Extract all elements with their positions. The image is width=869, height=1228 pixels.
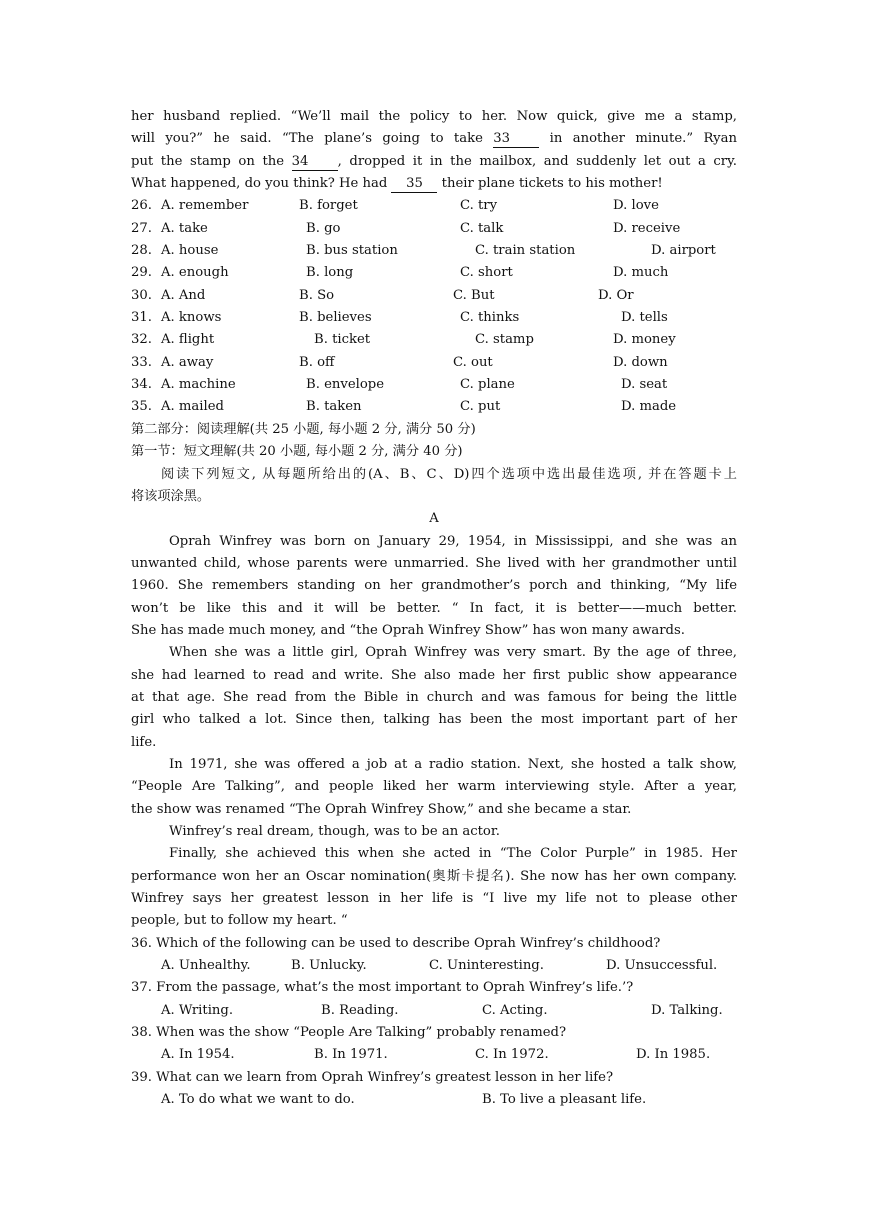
option-b: B. envelope	[306, 377, 385, 393]
blank-33: 33	[493, 131, 539, 148]
option-c: C. thinks	[460, 310, 520, 326]
cloze-option-row	[131, 396, 737, 418]
option-a: A. flight	[161, 332, 215, 348]
passage-line: In 1971, she was offered a job at a radio station. Next, she hosted a talk show,	[169, 756, 737, 772]
option-a: A. house	[161, 243, 219, 259]
passage-line: She has made much money, and “the Oprah Winfrey Show” has won many awards.	[131, 622, 685, 638]
option-c: C. Uninteresting.	[429, 958, 544, 974]
option-b: B. ticket	[314, 332, 371, 348]
option-a: A. machine	[161, 377, 236, 393]
passage-line: won’t be like this and it will be better. “ In fact, it is better——much better.	[131, 600, 737, 616]
question-number: 29.	[131, 265, 152, 281]
option-d: D. Talking.	[651, 1002, 723, 1018]
option-c: C. train station	[475, 243, 576, 259]
option-a: A. away	[161, 354, 214, 370]
cloze-options	[131, 195, 737, 418]
option-b: B. taken	[306, 399, 362, 415]
cloze-line	[131, 173, 737, 195]
passage-line: unwanted child, whose parents were unmarried. She lived with her grandmother until	[131, 555, 737, 571]
section-subtitle: 第一节：短文理解(共 20 小题, 每小题 2 分, 满分 40 分)	[131, 444, 463, 460]
option-a: A. In 1954.	[161, 1047, 235, 1063]
question-options	[131, 955, 737, 977]
option-a: A. Writing.	[161, 1002, 234, 1018]
option-a: A. To do what we want to do.	[161, 1092, 355, 1108]
instructions: 阅读下列短文, 从每题所给出的(A、B、C、D)四个选项中选出最佳选项, 并在答题卡上	[161, 466, 737, 482]
option-b: B. go	[306, 220, 341, 236]
option-c: C. But	[453, 287, 495, 303]
blank-34: 34	[292, 154, 338, 171]
passage-line: Winfrey says her greatest lesson in her life is “I live my life not to please other	[131, 891, 737, 907]
question-number: 30.	[131, 287, 152, 303]
cloze-option-row	[131, 374, 737, 396]
option-b: B. To live a pleasant life.	[482, 1092, 647, 1108]
question-stem: 39. What can we learn from Oprah Winfrey’s greatest lesson in her life?	[131, 1069, 614, 1085]
cloze-text: will you?” he said. “The plane’s going to take	[131, 131, 494, 147]
instructions: 将该项涂黑。	[131, 488, 211, 504]
option-b: B. Reading.	[321, 1002, 399, 1018]
option-d: D. love	[613, 198, 659, 214]
option-c: C. short	[460, 265, 513, 281]
option-a: A. mailed	[161, 399, 224, 415]
question-options	[131, 1044, 737, 1066]
passage-line: Winfrey’s real dream, though, was to be an actor.	[169, 824, 500, 839]
option-d: D. money	[613, 332, 676, 348]
section-title: 第二部分：阅读理解(共 25 小题, 每小题 2 分, 满分 50 分)	[131, 421, 476, 437]
cloze-option-row	[131, 307, 737, 329]
passage-line: she had learned to read and write. She also made her first public show appearance	[131, 667, 737, 683]
passage-line: at that age. She read from the Bible in church and was famous for being the little	[131, 689, 737, 705]
option-d: D. airport	[651, 243, 716, 259]
exam-page	[131, 106, 737, 1111]
cloze-line	[131, 151, 737, 173]
passage-line: girl who talked a lot. Since then, talking has been the most important part of her	[131, 712, 737, 728]
option-d: D. Unsuccessful.	[606, 958, 718, 974]
question-options	[131, 1000, 737, 1022]
option-c: C. try	[460, 198, 498, 214]
questions	[131, 933, 737, 1112]
question-number: 35.	[131, 399, 152, 415]
passage-line: the show was renamed “The Oprah Winfrey Show,” and she became a star.	[131, 801, 632, 817]
blank-35: 35	[391, 176, 437, 193]
option-b: B. believes	[299, 310, 372, 326]
option-a: A. enough	[161, 265, 229, 281]
option-d: D. In 1985.	[636, 1047, 711, 1063]
option-b: B. In 1971.	[314, 1047, 388, 1063]
question-number: 31.	[131, 310, 152, 326]
option-c: C. put	[460, 399, 501, 415]
question-number: 26.	[131, 198, 152, 214]
option-d: D. down	[613, 354, 668, 370]
passage-line: performance won her an Oscar nomination(奥斯卡提名). She now has her own company.	[131, 868, 737, 884]
question-number: 34.	[131, 377, 152, 393]
question-number: 27.	[131, 220, 152, 236]
passage-line: When she was a little girl, Oprah Winfrey was very smart. By the age of three,	[169, 645, 737, 661]
option-b: B. long	[306, 265, 354, 281]
cloze-text: their plane tickets to his mother!	[437, 176, 663, 192]
cloze-option-row	[131, 329, 737, 351]
passage-a	[131, 531, 737, 933]
cloze-line: her husband replied. “We’ll mail the policy to her. Now quick, give me a stamp,	[131, 109, 737, 124]
option-a: A. And	[161, 287, 206, 303]
option-c: C. out	[453, 354, 493, 370]
option-b: B. So	[299, 287, 335, 303]
option-c: C. plane	[460, 377, 515, 393]
passage-line: life.	[131, 734, 157, 750]
option-d: D. receive	[613, 220, 681, 236]
question-number: 28.	[131, 243, 152, 259]
passage-line: “People Are Talking”, and people liked her warm interviewing style. After a year,	[131, 779, 737, 795]
option-a: A. take	[161, 220, 208, 236]
cloze-line	[131, 128, 737, 150]
passage-label: A	[429, 511, 439, 527]
option-b: B. Unlucky.	[291, 958, 367, 974]
cloze-option-row	[131, 262, 737, 284]
option-b: B. off	[299, 354, 335, 370]
question-stem: 37. From the passage, what’s the most important to Oprah Winfrey’s life.’?	[131, 980, 634, 996]
question-options	[131, 1089, 737, 1111]
option-a: A. Unhealthy.	[161, 958, 251, 974]
option-b: B. bus station	[306, 243, 398, 259]
option-d: D. tells	[621, 310, 668, 326]
question-number: 32.	[131, 332, 152, 348]
option-b: B. forget	[299, 198, 358, 214]
cloze-option-row	[131, 218, 737, 240]
passage-line: people, but to follow my heart. “	[131, 913, 348, 929]
cloze-option-row	[131, 285, 737, 307]
cloze-text: put the stamp on the	[131, 153, 292, 169]
option-c: C. Acting.	[482, 1002, 548, 1018]
option-d: D. made	[621, 399, 677, 415]
question-stem: 38. When was the show “People Are Talking” probably renamed?	[131, 1025, 567, 1041]
cloze-text: What happened, do you think? He had	[131, 176, 392, 192]
option-a: A. knows	[161, 310, 222, 326]
option-a: A. remember	[161, 198, 249, 214]
option-c: C. talk	[460, 220, 504, 236]
question-number: 33.	[131, 354, 152, 370]
option-c: C. stamp	[475, 332, 534, 348]
passage-line: Oprah Winfrey was born on January 29, 1954, in Mississippi, and she was an	[169, 533, 737, 549]
cloze-option-row	[131, 240, 737, 262]
passage-line: Finally, she achieved this when she acted in “The Color Purple” in 1985. Her	[169, 846, 737, 862]
cloze-option-row	[131, 352, 737, 374]
cloze-text: in another minute.” Ryan	[539, 131, 737, 147]
passage-line: 1960. She remembers standing on her grandmother’s porch and thinking, “My life	[131, 578, 737, 594]
cloze-text: , dropped it in the mailbox, and suddenly let out a cry.	[337, 153, 737, 169]
cloze-option-row	[131, 195, 737, 217]
option-c: C. In 1972.	[475, 1047, 549, 1063]
option-d: D. much	[613, 265, 669, 281]
question-stem: 36. Which of the following can be used to describe Oprah Winfrey’s childhood?	[131, 935, 661, 951]
option-d: D. Or	[598, 287, 634, 303]
option-d: D. seat	[621, 377, 668, 393]
